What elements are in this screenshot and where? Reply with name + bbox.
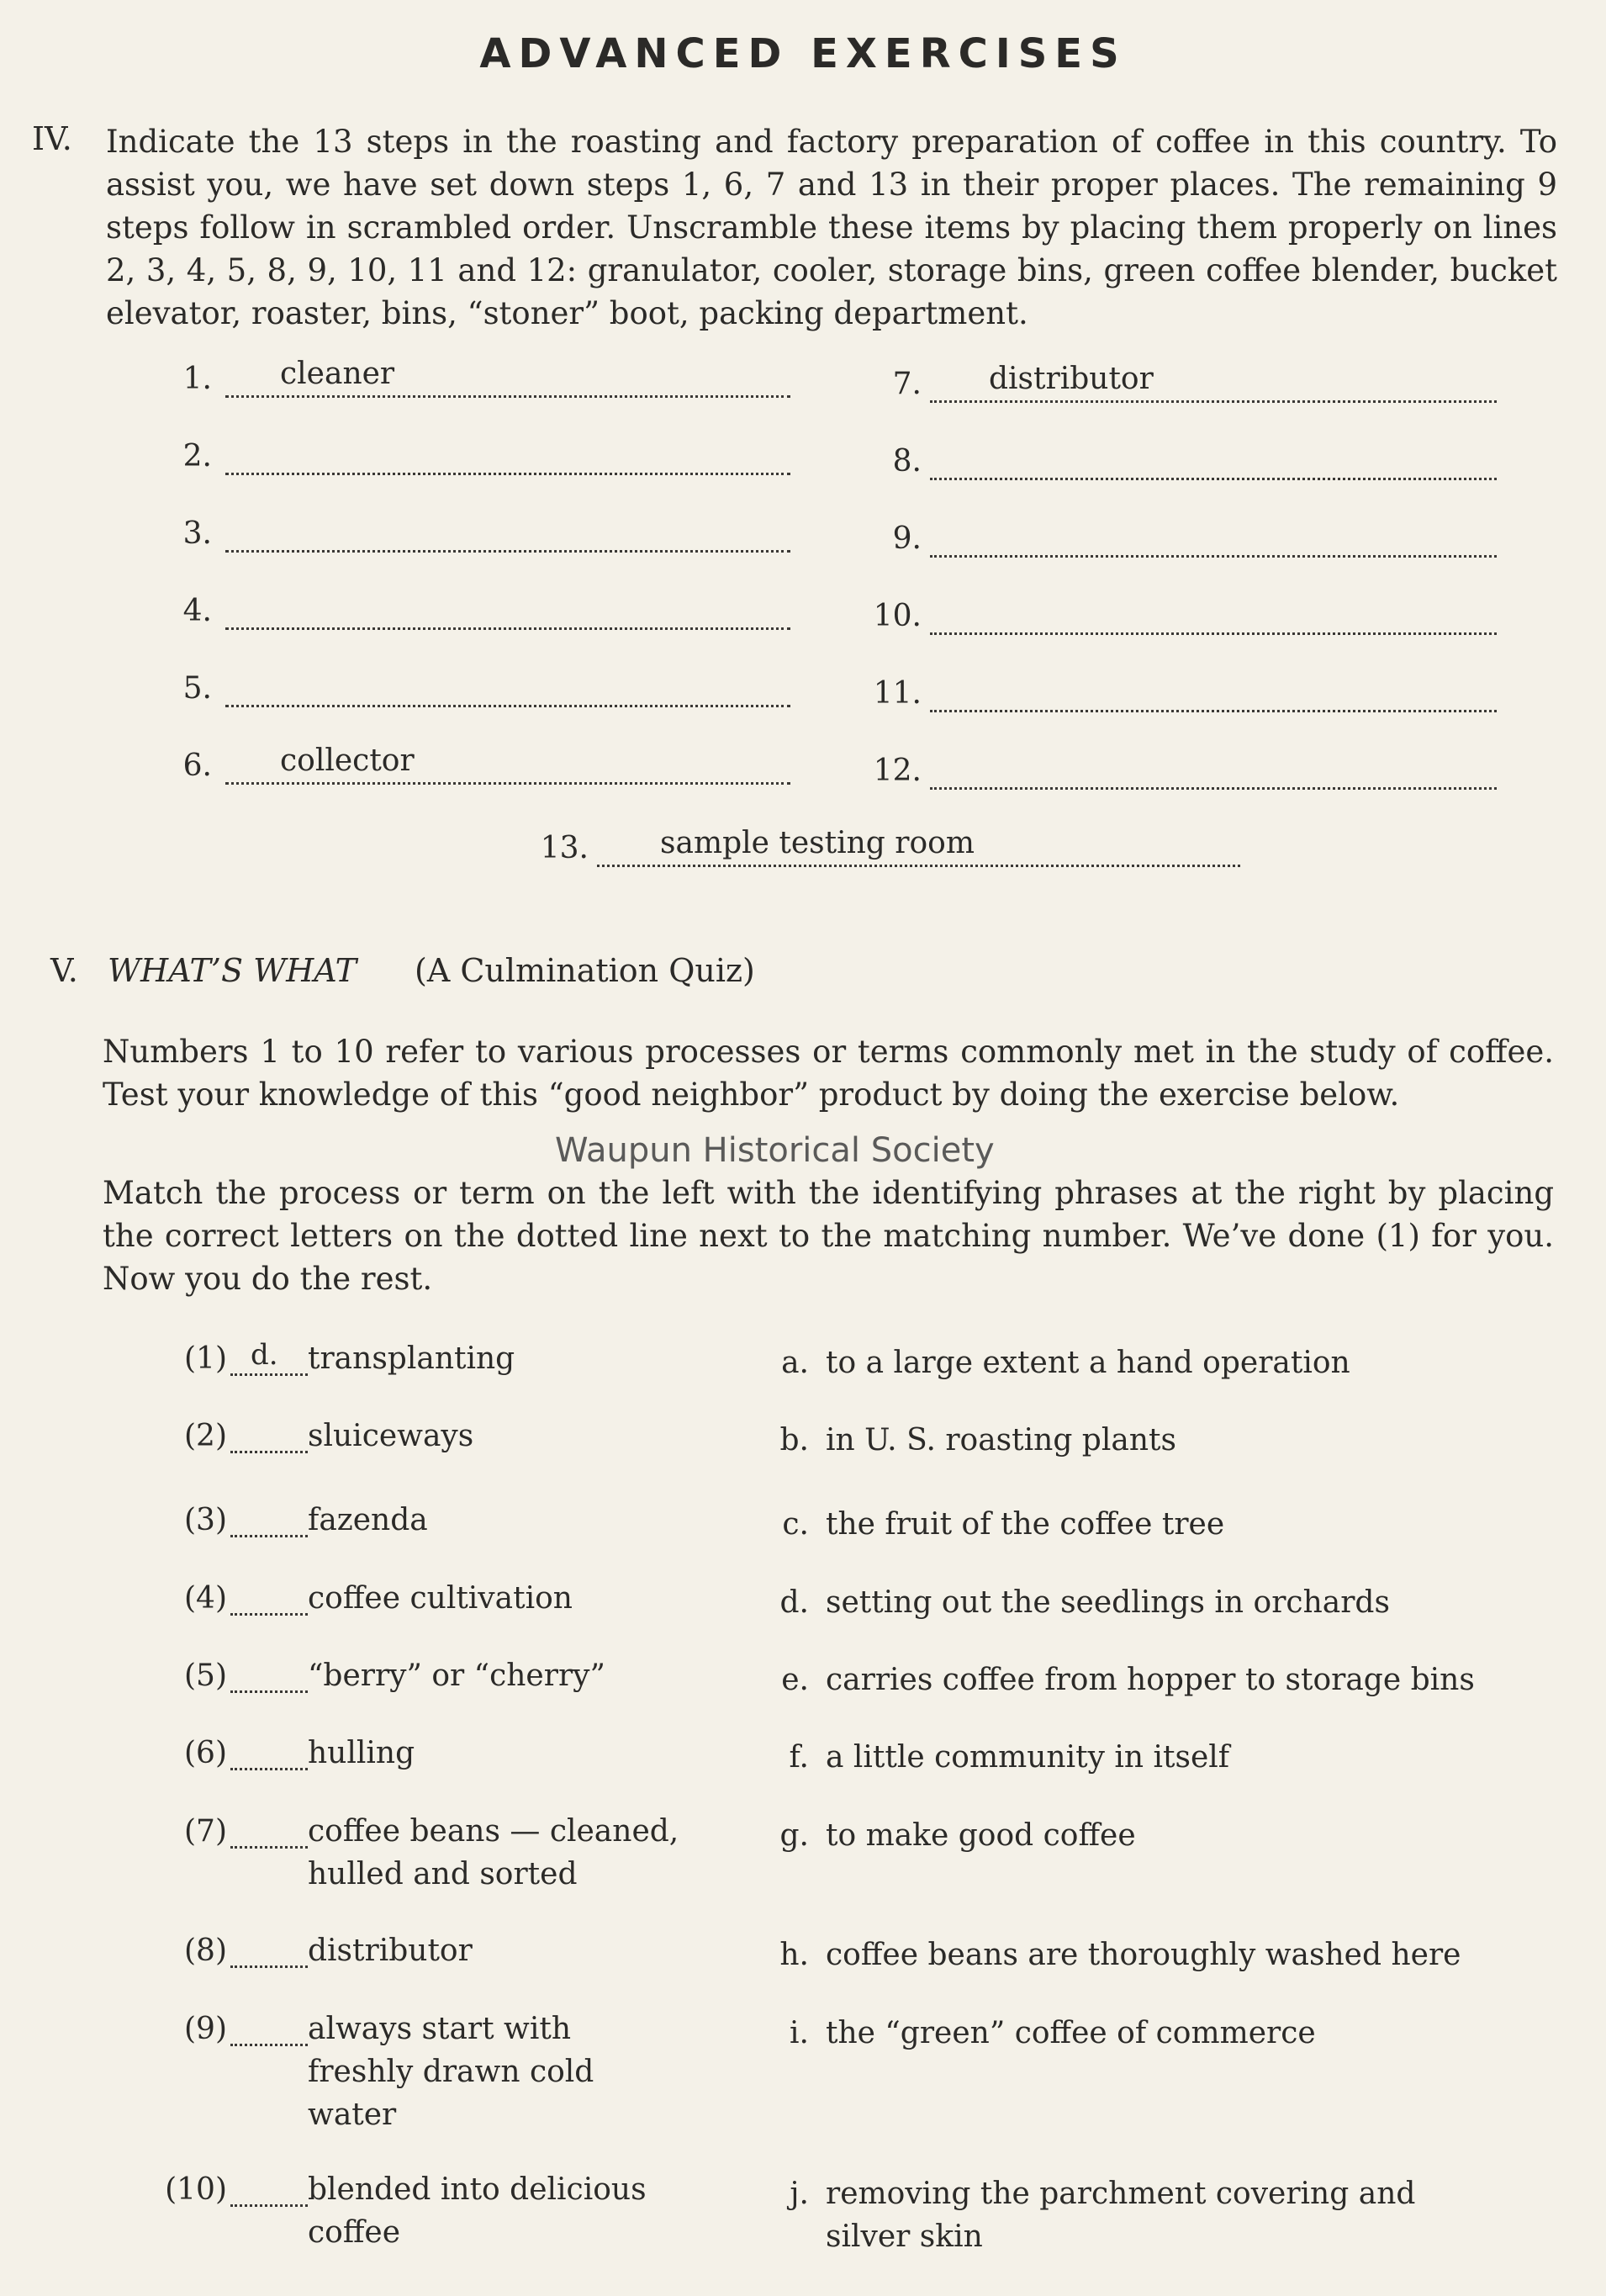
step-answer: cleaner xyxy=(280,357,395,391)
page-title: ADVANCED EXERCISES xyxy=(479,30,1127,77)
step-number: 4. xyxy=(182,594,212,628)
quiz-item-number: (3) xyxy=(184,1503,227,1537)
quiz-item-number: (8) xyxy=(184,1934,227,1968)
quiz-item-number: (1) xyxy=(184,1341,227,1376)
quiz-item-number: (6) xyxy=(184,1736,227,1770)
section-v-intro: Numbers 1 to 10 refer to various processes or terms commonly met in the study of coffee. Test your knowledge of this “good neighbor” product by doing the exercise below. xyxy=(103,1034,1554,1113)
step-number: 3. xyxy=(182,516,212,551)
option-letter: f. xyxy=(789,1740,809,1775)
section-iv-label: IV. xyxy=(32,120,72,157)
option-text: the “green” coffee of commerce xyxy=(826,2016,1316,2050)
step-answer-line[interactable] xyxy=(225,473,790,475)
option-text: a little community in itself xyxy=(826,1740,1230,1775)
step-answer-line[interactable] xyxy=(930,555,1497,558)
step-number: 10. xyxy=(873,599,922,633)
quiz-item-term: fazenda xyxy=(308,1503,428,1537)
step-answer-line[interactable] xyxy=(225,782,790,785)
quiz-item-term: freshly drawn cold xyxy=(308,2055,594,2089)
step-answer-line[interactable] xyxy=(930,787,1497,790)
option-text: removing the parchment covering and xyxy=(826,2177,1416,2211)
option-letter: c. xyxy=(782,1507,809,1542)
option-letter: e. xyxy=(781,1663,809,1697)
quiz-answer-line[interactable] xyxy=(230,2204,308,2207)
quiz-item-term: coffee xyxy=(308,2215,401,2250)
option-letter: d. xyxy=(779,1585,809,1620)
step-number: 5. xyxy=(182,671,212,706)
quiz-item-number: (4) xyxy=(184,1581,227,1616)
quiz-item-term: distributor xyxy=(308,1934,473,1968)
step-answer-line[interactable] xyxy=(597,865,1240,867)
step-answer-line[interactable] xyxy=(225,550,790,553)
quiz-item-term: water xyxy=(308,2098,397,2132)
option-text: coffee beans are thoroughly washed here xyxy=(826,1938,1461,1972)
step-number: 7. xyxy=(892,367,922,401)
step-answer-line[interactable] xyxy=(930,710,1497,712)
section-v-heading: WHAT’S WHAT xyxy=(108,952,357,989)
step-answer: distributor xyxy=(989,362,1154,396)
step-number: 11. xyxy=(873,676,922,711)
quiz-item-number: (9) xyxy=(184,2012,227,2046)
step-number: 9. xyxy=(892,521,922,556)
option-text: the fruit of the coffee tree xyxy=(826,1507,1225,1542)
quiz-item-number: (7) xyxy=(184,1814,227,1849)
quiz-item-term: transplanting xyxy=(308,1341,515,1376)
step-answer-line[interactable] xyxy=(930,632,1497,635)
section-v-label: V. xyxy=(50,952,78,989)
option-letter: g. xyxy=(779,1818,809,1853)
quiz-item-term: hulled and sorted xyxy=(308,1857,578,1891)
step-number: 1. xyxy=(182,362,212,396)
step-number: 13. xyxy=(540,831,589,865)
step-answer-line[interactable] xyxy=(930,400,1497,403)
quiz-answer-line[interactable] xyxy=(230,1846,308,1849)
step-answer-line[interactable] xyxy=(225,705,790,707)
option-letter: i. xyxy=(790,2016,809,2050)
quiz-answer-line[interactable] xyxy=(230,1373,308,1376)
step-answer-line[interactable] xyxy=(225,395,790,398)
option-letter: a. xyxy=(781,1346,809,1380)
step-number: 6. xyxy=(182,749,212,783)
quiz-item-term: always start with xyxy=(308,2012,572,2046)
option-letter: h. xyxy=(779,1938,809,1972)
quiz-item-term: blended into delicious xyxy=(308,2172,647,2207)
quiz-item-term: sluiceways xyxy=(308,1419,474,1453)
option-text: silver skin xyxy=(826,2219,983,2254)
quiz-answer-line[interactable] xyxy=(230,1690,308,1693)
quiz-item-number: (10) xyxy=(165,2172,227,2207)
step-number: 12. xyxy=(873,754,922,788)
quiz-answer-line[interactable] xyxy=(230,1768,308,1770)
step-answer-line[interactable] xyxy=(225,627,790,630)
option-text: setting out the seedlings in orchards xyxy=(826,1585,1390,1620)
section-v-instructions: Match the process or term on the left with the identifying phrases at the right by placing the correct letters on the dotted line next to the matching number. We’ve done (1) for you. Now you do the rest. xyxy=(103,1175,1554,1297)
quiz-item-term: coffee beans — cleaned, xyxy=(308,1814,679,1849)
section-v-subheading: (A Culmination Quiz) xyxy=(415,952,755,989)
step-number: 2. xyxy=(182,439,212,473)
quiz-answer-line[interactable] xyxy=(230,1535,308,1537)
quiz-answer-line[interactable] xyxy=(230,1613,308,1616)
option-text: carries coffee from hopper to storage bins xyxy=(826,1663,1475,1697)
step-answer-line[interactable] xyxy=(930,478,1497,480)
step-answer: sample testing room xyxy=(660,826,975,860)
quiz-item-number: (2) xyxy=(184,1419,227,1453)
option-text: to make good coffee xyxy=(826,1818,1136,1853)
quiz-answer-line[interactable] xyxy=(230,1965,308,1968)
quiz-answer-line[interactable] xyxy=(230,2044,308,2046)
quiz-answer: d. xyxy=(251,1338,278,1372)
step-answer: collector xyxy=(280,743,415,778)
quiz-item-term: “berry” or “cherry” xyxy=(308,1659,605,1693)
quiz-item-term: hulling xyxy=(308,1736,415,1770)
watermark: Waupun Historical Society xyxy=(555,1131,995,1170)
section-iv-instructions: Indicate the 13 steps in the roasting and factory preparation of coffee in this country. To assist you, we have set down steps 1, 6, 7 and 13 in their proper places. The remaining 9 steps follow in scrambled order. Unscramble these items by placing them properly on lines 2, 3, 4, 5, 8, 9, 10, 11 and 12: granulator, cooler, storage bins, green coffee blender, bucket elevator, roaster, bins, “stoner” boot, packing department. xyxy=(106,124,1557,331)
option-text: to a large extent a hand operation xyxy=(826,1346,1350,1380)
step-number: 8. xyxy=(892,444,922,479)
quiz-item-number: (5) xyxy=(184,1659,227,1693)
quiz-answer-line[interactable] xyxy=(230,1451,308,1453)
option-letter: j. xyxy=(790,2177,809,2211)
option-text: in U. S. roasting plants xyxy=(826,1423,1176,1457)
quiz-item-term: coffee cultivation xyxy=(308,1581,573,1616)
option-letter: b. xyxy=(779,1423,809,1457)
